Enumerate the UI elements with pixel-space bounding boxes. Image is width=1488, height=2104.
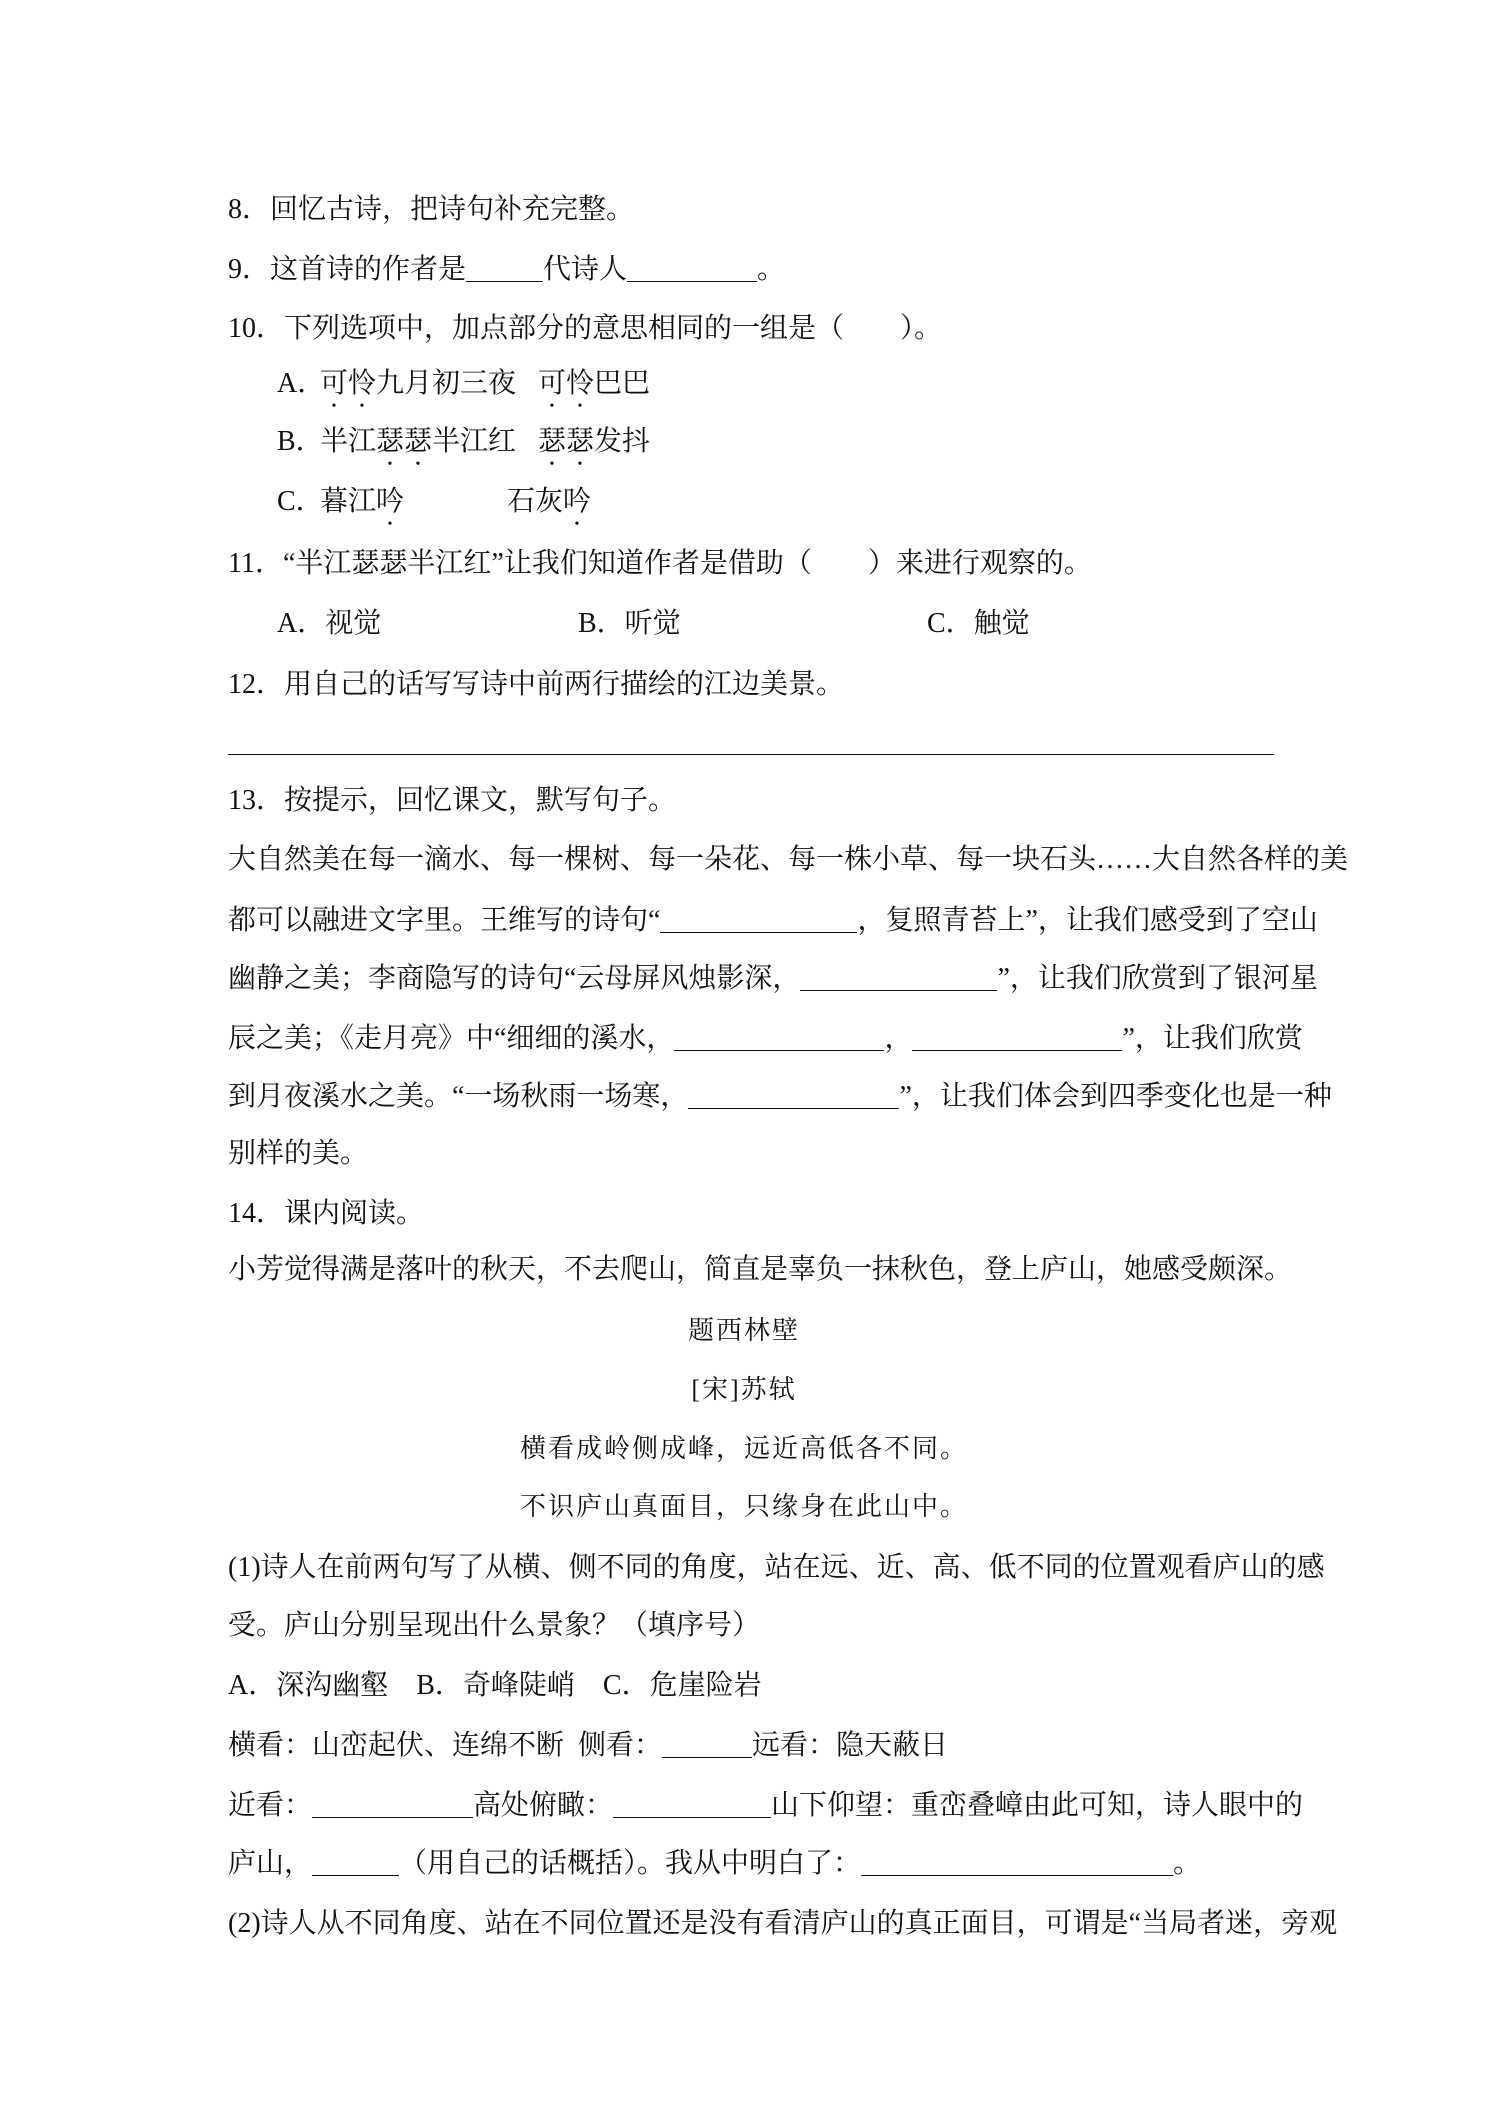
q11-option-c[interactable]: C．触觉	[927, 608, 1030, 639]
option-text: 石灰	[507, 486, 564, 517]
dotted-text: 吟	[563, 486, 592, 517]
dynasty-blank[interactable]	[466, 251, 543, 282]
q14-part2: (2)诗人从不同角度、站在不同位置还是没有看清庐山的真正面目，可谓是“当局者迷，旁观	[228, 1908, 1338, 1939]
text: ”，让我们体会到四季变化也是一种	[899, 1081, 1332, 1112]
poem-author: [宋]苏轼	[691, 1375, 797, 1404]
text: ”，让我们欣赏	[1122, 1023, 1303, 1054]
q14-options: A．深沟幽壑 B．奇峰陡峭 C．危崖险岩	[228, 1670, 762, 1701]
q13-line	[228, 902, 1318, 938]
fill-blank[interactable]	[861, 1845, 1173, 1876]
dotted-text: 吟	[376, 486, 405, 517]
q11-option-b[interactable]: B．听觉	[578, 608, 681, 639]
q9-text: 9．这首诗的作者是	[228, 254, 467, 285]
question-9	[228, 251, 785, 287]
poet-blank[interactable]	[627, 251, 757, 282]
text: 山下仰望：重峦叠嶂由此可知，诗人眼中的	[771, 1790, 1304, 1821]
q14-row	[228, 1787, 1303, 1823]
text: ”，让我们欣赏到了银河星	[997, 963, 1318, 994]
poem-line: 横看成岭侧成峰，远近高低各不同。	[519, 1434, 968, 1463]
option-text: 发抖	[594, 426, 651, 457]
dotted-text: 瑟瑟	[538, 426, 595, 457]
poem-title: 题西林壁	[687, 1316, 800, 1345]
text: （用自己的话概括）。我从中明白了：	[399, 1848, 862, 1879]
q14-row	[228, 1727, 948, 1763]
q14-part1: 受。庐山分别呈现出什么景象？（填序号）	[228, 1610, 761, 1641]
question-11-stem: 11．“半江瑟瑟半江红”让我们知道作者是借助（ ）来进行观察的。	[228, 548, 1092, 579]
answer-line[interactable]	[228, 754, 1274, 755]
option-label: C．	[277, 486, 324, 517]
fill-blank[interactable]	[662, 1727, 752, 1758]
question-13-stem: 13．按提示，回忆课文，默写句子。	[228, 785, 677, 816]
text: 近看：	[228, 1790, 313, 1821]
fill-blank[interactable]	[613, 1787, 771, 1818]
q11-option-a[interactable]: A．视觉	[277, 608, 382, 639]
question-10-stem: 10．下列选项中，加点部分的意思相同的一组是（ ）。	[228, 313, 943, 344]
fill-blank[interactable]	[912, 1020, 1122, 1051]
q14-row	[228, 1845, 1201, 1881]
q13-line: 别样的美。	[228, 1138, 369, 1169]
option-text: 巴巴	[594, 368, 651, 399]
q13-line	[228, 1020, 1303, 1056]
q9-text: 。	[757, 254, 786, 285]
question-8: 8．回忆古诗，把诗句补充完整。	[228, 194, 635, 225]
fill-blank[interactable]	[312, 1845, 399, 1876]
fill-blank[interactable]	[688, 1078, 899, 1109]
text: 。	[1173, 1848, 1202, 1879]
fill-blank[interactable]	[312, 1787, 473, 1818]
text: 远看：隐天蔽日	[752, 1730, 949, 1761]
q13-line	[228, 960, 1318, 996]
option-text: 半江	[320, 426, 377, 457]
poem-line: 不识庐山真面目，只缘身在此山中。	[519, 1492, 968, 1521]
text: ，	[884, 1023, 913, 1054]
dotted-text: 可怜	[538, 368, 595, 399]
q14-part1: (1)诗人在前两句写了从横、侧不同的角度，站在远、近、高、低不同的位置观看庐山的感	[228, 1552, 1325, 1583]
q13-line	[228, 1078, 1332, 1114]
q13-line: 大自然美在每一滴水、每一棵树、每一朵花、每一株小草、每一块石头……大自然各样的美	[228, 844, 1349, 875]
option-label: A．	[277, 368, 326, 399]
fill-blank[interactable]	[660, 902, 857, 933]
text: 辰之美；《走月亮》中“细细的溪水，	[228, 1023, 675, 1054]
question-14-stem: 14．课内阅读。	[228, 1198, 425, 1229]
text: 横看：山峦起伏、连绵不断 侧看：	[228, 1730, 663, 1761]
q9-text: 代诗人	[543, 254, 628, 285]
dotted-text: 瑟瑟	[376, 426, 433, 457]
text: 到月夜溪水之美。“一场秋雨一场寒，	[228, 1081, 689, 1112]
option-label: B．	[277, 426, 324, 457]
text: 高处俯瞰：	[473, 1790, 614, 1821]
text: ，复照青苔上”，让我们感受到了空山	[857, 905, 1318, 936]
option-text: 半江红	[432, 426, 517, 457]
text: 幽静之美；李商隐写的诗句“云母屏风烛影深，	[228, 963, 801, 994]
q14-intro: 小芳觉得满是落叶的秋天，不去爬山，简直是辜负一抹秋色，登上庐山，她感受颇深。	[228, 1254, 1293, 1285]
fill-blank[interactable]	[674, 1020, 884, 1051]
text: 庐山，	[228, 1848, 313, 1879]
question-12: 12．用自己的话写写诗中前两行描绘的江边美景。	[228, 669, 845, 700]
fill-blank[interactable]	[800, 960, 997, 991]
option-text: 九月初三夜	[376, 368, 517, 399]
text: 都可以融进文字里。王维写的诗句“	[228, 905, 661, 936]
dotted-text: 可怜	[320, 368, 377, 399]
option-text: 暮江	[320, 486, 377, 517]
